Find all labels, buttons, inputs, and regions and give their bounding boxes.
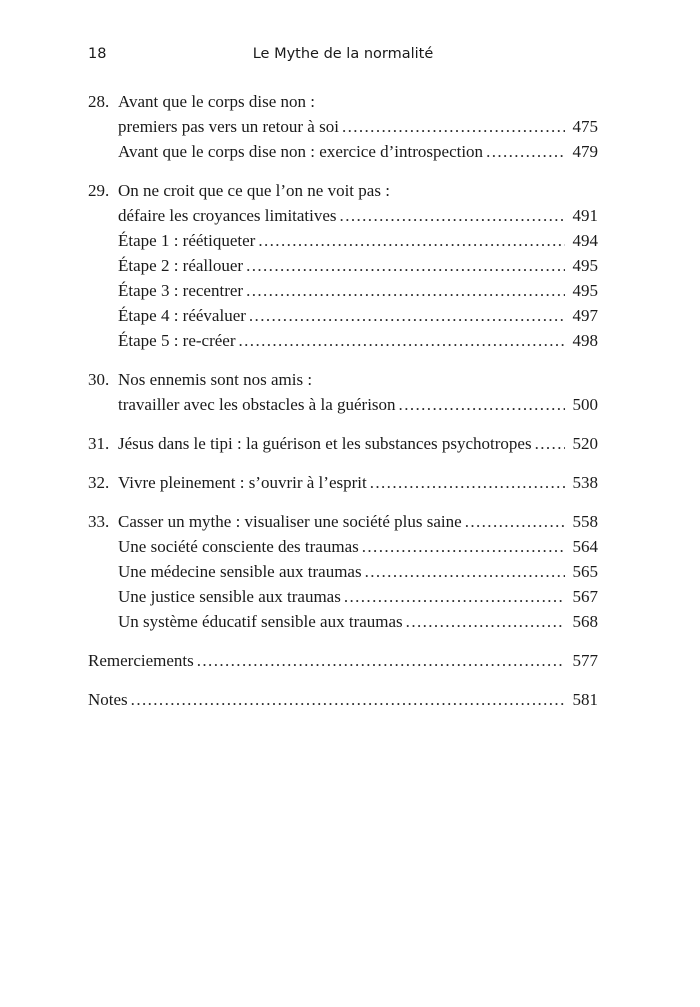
- dot-leader: [465, 509, 565, 534]
- toc-line-text: Un système éducatif sensible aux traumas: [118, 612, 403, 631]
- toc-page-number: 479: [572, 142, 598, 161]
- chapter-number: 28.: [88, 92, 110, 111]
- toc-heading-line: [88, 367, 598, 392]
- dot-leader: [344, 584, 565, 609]
- toc-page-number: 577: [572, 651, 598, 670]
- toc-page-number: 564: [572, 537, 598, 556]
- toc-line-text: Une médecine sensible aux traumas: [118, 562, 362, 581]
- toc-entry-32: [88, 470, 598, 495]
- dot-leader: [399, 392, 565, 417]
- table-of-contents: [88, 89, 598, 726]
- dot-leader: [365, 559, 565, 584]
- chapter-title: Nos ennemis sont nos amis :: [118, 370, 313, 389]
- toc-line-text: Une justice sensible aux traumas: [118, 587, 341, 606]
- toc-page-number: 568: [572, 612, 598, 631]
- chapter-number: 31.: [88, 434, 110, 453]
- toc-page-number: 558: [572, 512, 598, 531]
- toc-heading-line: [88, 509, 598, 534]
- chapter-title: On ne croit que ce que l’on ne voit pas :: [118, 181, 390, 200]
- toc-entry-29: [88, 178, 598, 353]
- toc-line: [88, 392, 598, 417]
- running-title: Le Mythe de la normalité: [252, 46, 434, 62]
- page-header: [88, 46, 598, 68]
- dot-leader: [406, 609, 565, 634]
- chapter-number: 32.: [88, 473, 110, 492]
- toc-heading-line: [88, 470, 598, 495]
- toc-line-text: Avant que le corps dise non : exercice d’introspection: [118, 142, 484, 161]
- dot-leader: [249, 303, 565, 328]
- dot-leader: [362, 534, 565, 559]
- toc-line: [88, 278, 598, 303]
- toc-line: [88, 328, 598, 353]
- chapter-title: Casser un mythe : visualiser une société plus saine: [118, 512, 462, 531]
- toc-line-text: Étape 4 : réévaluer: [118, 306, 246, 325]
- toc-heading-line: [88, 178, 598, 203]
- dot-leader: [486, 139, 565, 164]
- chapter-title: Vivre pleinement : s’ouvrir à l’esprit: [118, 473, 367, 492]
- toc-line: [88, 559, 598, 584]
- dot-leader: [197, 648, 565, 673]
- chapter-title: Jésus dans le tipi : la guérison et les substances psychotropes: [118, 434, 532, 453]
- toc-page-number: 538: [572, 473, 598, 492]
- dot-leader: [246, 253, 565, 278]
- toc-line: [88, 114, 598, 139]
- toc-line: [88, 253, 598, 278]
- chapter-number: 33.: [88, 512, 110, 531]
- chapter-number: 29.: [88, 181, 110, 200]
- toc-heading-line: [88, 687, 598, 712]
- chapter-title: Remerciements: [88, 651, 194, 670]
- toc-line: [88, 139, 598, 164]
- toc-line-text: Étape 3 : recentrer: [118, 281, 244, 300]
- toc-line: [88, 303, 598, 328]
- toc-line-text: premiers pas vers un retour à soi: [118, 117, 339, 136]
- toc-page-number: 494: [572, 231, 598, 250]
- dot-leader: [258, 228, 565, 253]
- toc-page-number: 495: [572, 256, 598, 275]
- toc-line: [88, 228, 598, 253]
- dot-leader: [239, 328, 566, 353]
- chapter-title: Avant que le corps dise non :: [118, 92, 316, 111]
- toc-line: [88, 534, 598, 559]
- dot-leader: [535, 431, 565, 456]
- toc-page-number: 498: [572, 331, 598, 350]
- toc-line-text: Étape 2 : réallouer: [118, 256, 244, 275]
- toc-line-text: travailler avec les obstacles à la guérison: [118, 395, 396, 414]
- toc-page-number: 491: [572, 206, 598, 225]
- toc-heading-line: [88, 431, 598, 456]
- toc-line-text: Étape 1 : réétiqueter: [118, 231, 256, 250]
- toc-entry-28: [88, 89, 598, 164]
- toc-page-number: 495: [572, 281, 598, 300]
- dot-leader: [246, 278, 565, 303]
- chapter-title: Notes: [88, 690, 128, 709]
- toc-heading-line: [88, 89, 598, 114]
- toc-entry-30: [88, 367, 598, 417]
- page-number: 18: [88, 46, 107, 62]
- toc-line: [88, 584, 598, 609]
- toc-line: [88, 203, 598, 228]
- toc-page-number: 475: [572, 117, 598, 136]
- toc-page-number: 497: [572, 306, 598, 325]
- toc-line: [88, 609, 598, 634]
- dot-leader: [131, 687, 565, 712]
- toc-page-number: 581: [572, 690, 598, 709]
- toc-page-number: 500: [572, 395, 598, 414]
- toc-entry-31: [88, 431, 598, 456]
- dot-leader: [370, 470, 565, 495]
- dot-leader: [340, 203, 565, 228]
- toc-entry-33: [88, 509, 598, 634]
- toc-line-text: Étape 5 : re-créer: [118, 331, 236, 350]
- toc-line-text: Une société consciente des traumas: [118, 537, 359, 556]
- toc-page-number: 565: [572, 562, 598, 581]
- toc-entry-acknowledgements: [88, 648, 598, 673]
- dot-leader: [342, 114, 565, 139]
- toc-page-number: 567: [572, 587, 598, 606]
- toc-line-text: défaire les croyances limitatives: [118, 206, 337, 225]
- chapter-number: 30.: [88, 370, 110, 389]
- toc-heading-line: [88, 648, 598, 673]
- toc-page-number: 520: [572, 434, 598, 453]
- toc-entry-notes: [88, 687, 598, 712]
